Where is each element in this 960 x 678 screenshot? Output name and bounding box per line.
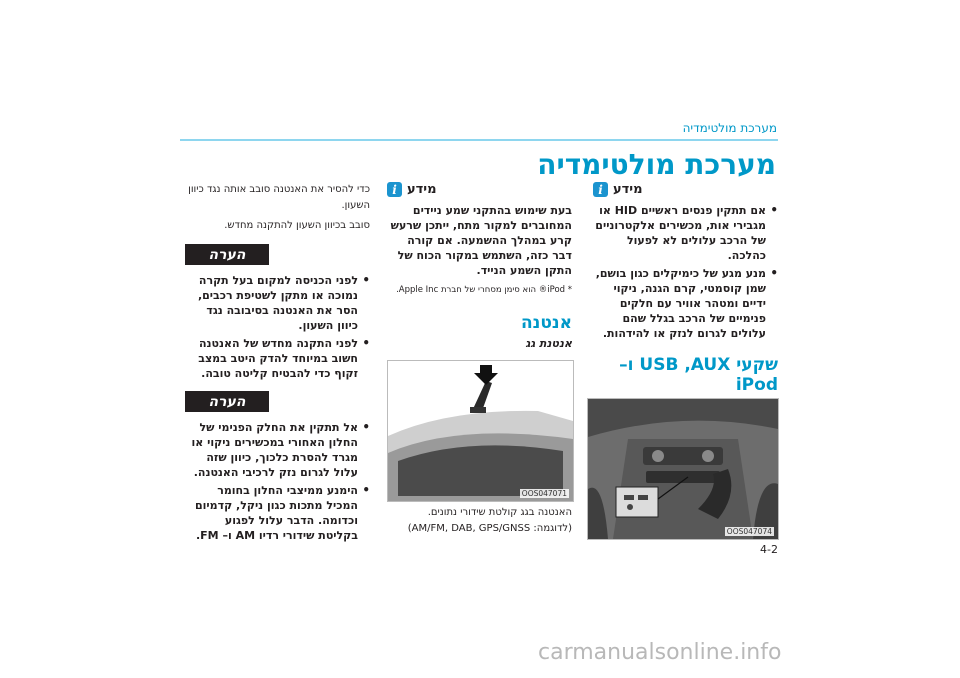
header-divider xyxy=(180,139,778,141)
antenna-install-text: סובב בכיוון השעון להתקנה מחדש. xyxy=(224,220,370,231)
middle-column xyxy=(387,182,572,350)
page-number: 4-2 xyxy=(760,543,778,556)
info-bullet-list xyxy=(593,203,778,341)
antenna-removal-text: כדי להסיר את האנטנה סובב אותה נגד כיוון השעון. xyxy=(188,184,370,211)
info-heading xyxy=(593,182,778,197)
notice-banner: הערה xyxy=(185,244,269,265)
info-heading-label: מידע xyxy=(613,182,643,197)
section-label: מערכת מולטימדיה xyxy=(682,121,777,135)
center-console-illustration xyxy=(588,399,778,539)
notice-bullet-3: • אל תתקין את החלק הפנימי של החלון האחורי במכשירים ניקוי או מגרד להסרת כלכוך, כיוון שזה עלול לגרום נזק לרכיבי האנטנה. xyxy=(185,420,370,480)
chapter-title: מערכת מולטימדיה xyxy=(537,148,776,181)
notice-banner: הערה xyxy=(185,391,269,412)
info-bullet-2: • מנע מגע של כימיקלים כגון בושם, שמן קוסמטי, קרם הגנה, ניקוי ידיים ומטהר אוויר עם חלקים פנימיים של הרכב בגלל שהם עלולים לגרום לנזק או להידהות. xyxy=(593,266,778,341)
ipod-footnote: * iPod® הוא סימן מסחרי של חברת Apple Inc. xyxy=(396,285,572,295)
usb-port-photo xyxy=(587,398,779,540)
notice-bullet-4: • הימנע ממיצבי החלון בחומר המכיל מתכות כגון ניקל, קדמיום וכדומה. הדבר עלול לפגוע בקליטת שידורי רדיו AM ו– FM. xyxy=(185,483,370,543)
info-icon: i xyxy=(593,182,608,197)
notice-bullet-list xyxy=(185,420,370,543)
antenna-caption: האנטנה בגג קולטת שידורי נתונים. (לדוגמה: AM/FM, DAB, GPS/GNSS) xyxy=(407,507,572,534)
notice-bullet-2: • לפני התקנה מחדש של האנטנה חשוב במיוחד להדק היטב במצב זקוף כדי להבטיח קליטה טובה. xyxy=(185,336,370,381)
info-icon: i xyxy=(387,182,402,197)
roof-antenna-photo xyxy=(387,360,574,502)
watermark: carmanualsonline.info xyxy=(538,640,782,665)
usb-section-title: שקעי USB ,AUX ו– iPod xyxy=(619,355,778,395)
left-column xyxy=(185,182,370,546)
notice-bullet-list xyxy=(185,273,370,381)
photo-code: OOS047071 xyxy=(521,489,567,498)
info-heading xyxy=(387,182,572,197)
roof-antenna-subtitle: אנטנת גג xyxy=(525,337,572,350)
info-heading-label: מידע xyxy=(407,182,437,197)
info-text: בעת שימוש בהתקני שמע ניידים המחוברים למקור מתח, ייתכן שרעש קרע במהלך ההשמעה. אם קורה דבר כזה, השתמש במקור הכוח של התקן השמע הנייד. xyxy=(390,204,572,277)
antenna-section-title: אנטנה xyxy=(520,313,572,333)
photo-code: OOS047074 xyxy=(726,527,772,536)
roof-antenna-illustration xyxy=(388,361,573,501)
notice-bullet-1: • לפני הכניסה למקום בעל תקרה נמוכה או מתקן לשטיפת רכבים, הסר את האנטנה בסיבובה נגד כיוון השעון. xyxy=(185,273,370,333)
info-bullet-1: • אם תתקין פנסים ראשיים HID או מגבירי אות, מכשירים אלקטרוניים של הרכב עלולים לא לפעול כהלכה. xyxy=(593,203,778,263)
